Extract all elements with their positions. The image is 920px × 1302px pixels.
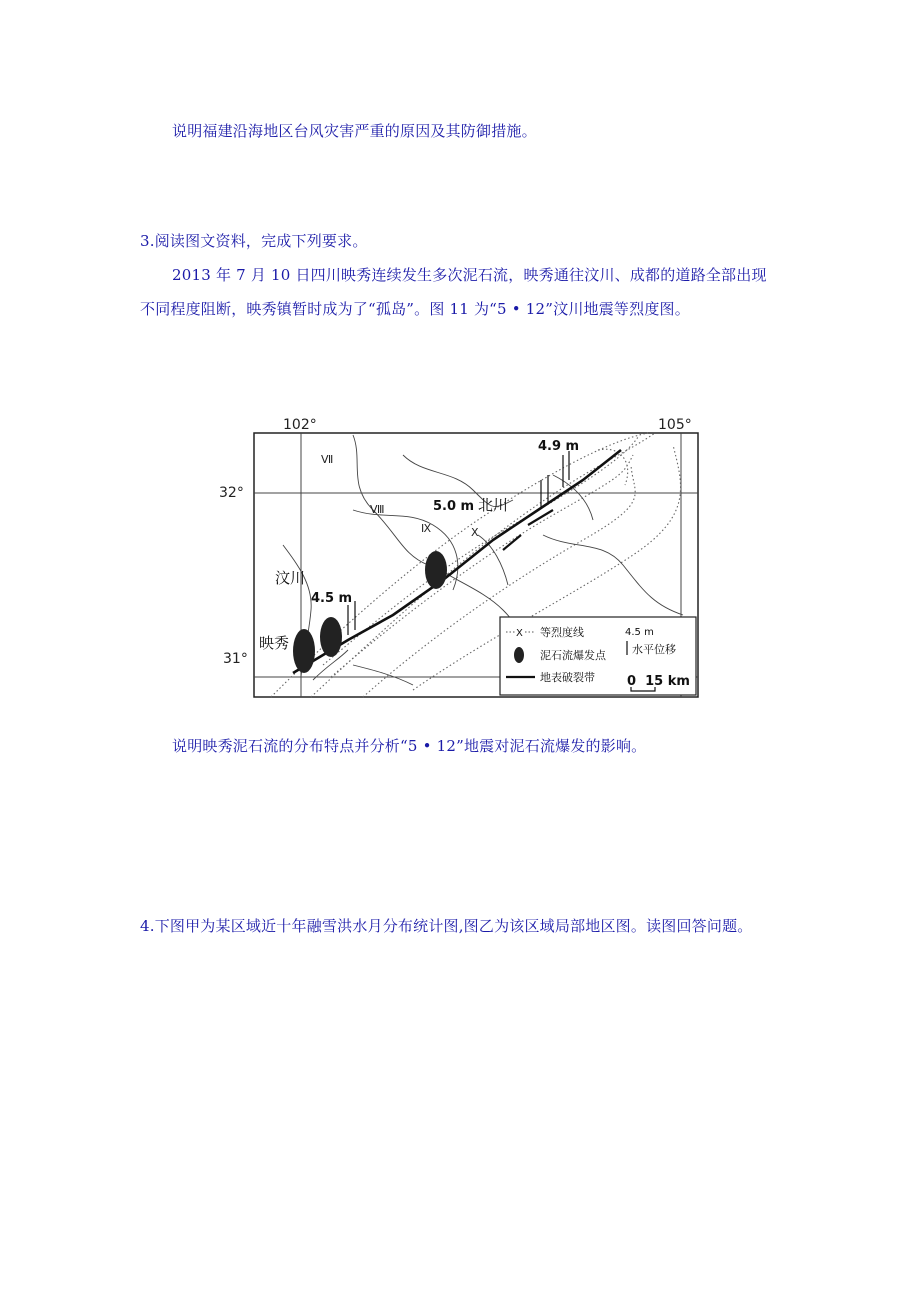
legend-isoline-label: 等烈度线: [540, 626, 584, 639]
legend-debris-label: 泥石流爆发点: [540, 649, 606, 662]
q2-prompt: 说明福建沿海地区台风灾害严重的原因及其防御措施。: [172, 122, 537, 140]
lon-label-102: 102°: [283, 417, 317, 433]
lat-label-32: 32°: [219, 485, 244, 501]
lon-label-105: 105°: [658, 417, 692, 433]
intensity-label-7: Ⅶ: [321, 453, 334, 466]
displacement-label-4-9: 4.9 m: [538, 439, 580, 454]
lat-label-31: 31°: [223, 651, 248, 667]
legend-isoline-symbol: X: [516, 628, 523, 639]
map-legend: [500, 617, 696, 695]
q3-prompt: 说明映秀泥石流的分布特点并分析“5 • 12”地震对泥石流爆发的影响。: [172, 737, 647, 755]
place-label-wenchuan: 汶川: [275, 569, 306, 587]
debris-flow-point-3: [293, 629, 315, 673]
intensity-label-10: Ⅹ: [471, 526, 479, 539]
place-label-beichuan: 北川: [478, 496, 509, 514]
displacement-label-4-5: 4.5 m: [311, 591, 353, 606]
q3-paragraph-line2: 不同程度阻断，映秀镇暂时成为了“孤岛”。图 11 为“5 • 12”汶川地震等烈度图。: [140, 300, 690, 318]
legend-rupture-label: 地表破裂带: [540, 671, 595, 684]
intensity-label-9: Ⅸ: [421, 522, 432, 535]
place-label-yingxiu: 映秀: [259, 634, 290, 652]
legend-scale-label: 0 15 km: [627, 674, 690, 689]
legend-displacement-value: 4.5 m: [625, 627, 654, 638]
q3-heading: 3.阅读图文资料，完成下列要求。: [140, 232, 368, 250]
q4-heading: 4.下图甲为某区域近十年融雪洪水月分布统计图,图乙为该区域局部地区图。读图回答问题。: [140, 917, 753, 935]
debris-flow-point-1: [425, 551, 447, 589]
intensity-label-8: Ⅷ: [370, 503, 385, 516]
legend-displacement-label: 水平位移: [632, 643, 676, 656]
debris-flow-point-2: [320, 617, 342, 657]
displacement-label-5-0: 5.0 m: [433, 499, 475, 514]
q3-paragraph-line1: 2013 年 7 月 10 日四川映秀连续发生多次泥石流，映秀通往汶川、成都的道路全部出现: [172, 266, 767, 284]
legend-debris-symbol: [514, 647, 524, 663]
seismic-intensity-map: [219, 415, 699, 698]
